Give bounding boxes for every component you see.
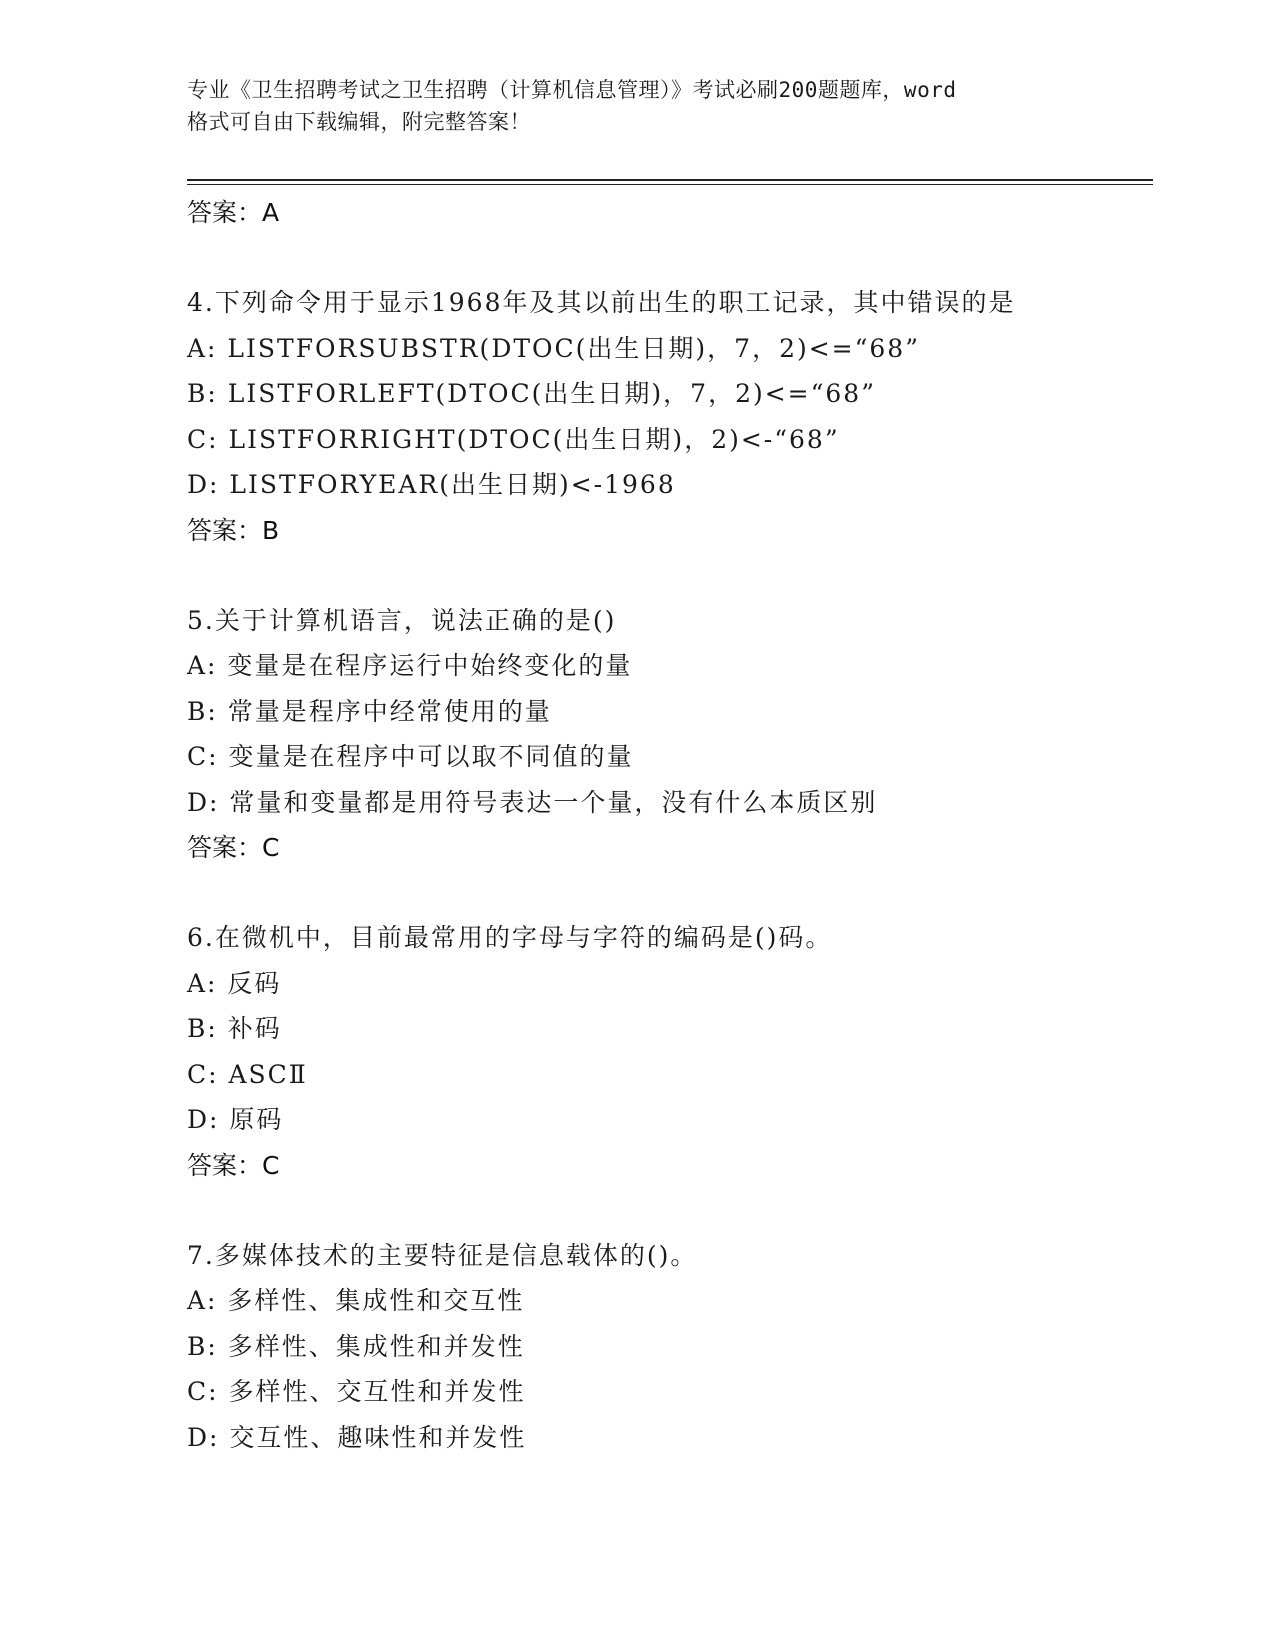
- option-c: C: 多样性、交互性和并发性: [187, 1377, 526, 1406]
- question-list: [187, 190, 1147, 1460]
- document-header: [187, 74, 1107, 138]
- option-c: C: LISTFORRIGHT(DTOC(出生日期)，2)<-“68”: [187, 424, 840, 454]
- option-b: B: 多样性、集成性和并发性: [187, 1331, 525, 1361]
- question-block: [187, 915, 1147, 1189]
- header-title-line-2: 格式可自由下载编辑，附完整答案！: [187, 110, 531, 134]
- answer-line: 答案：C: [187, 1150, 280, 1180]
- answer-line: 答案：B: [187, 515, 280, 545]
- option-a: A: 变量是在程序运行中始终变化的量: [187, 651, 633, 680]
- question-stem: 4.下列命令用于显示1968年及其以前出生的职工记录，其中错误的是: [187, 288, 1016, 317]
- option-c: C: ASCⅡ: [187, 1059, 308, 1089]
- header-divider-thick: [187, 179, 1153, 181]
- option-a: A: 反码: [187, 968, 282, 998]
- option-c: C: 变量是在程序中可以取不同值的量: [187, 742, 634, 771]
- option-d: D: 常量和变量都是用符号表达一个量，没有什么本质区别: [187, 787, 878, 817]
- option-b: B: 常量是程序中经常使用的量: [187, 696, 552, 726]
- option-a: A: 多样性、集成性和交互性: [187, 1286, 525, 1315]
- question-block: [187, 280, 1147, 554]
- header-title-line-1: 专业《卫生招聘考试之卫生招聘（计算机信息管理）》考试必刷200题题库，word: [187, 78, 957, 102]
- option-a: A: LISTFORSUBSTR(DTOC(出生日期)，7，2)<=“68”: [187, 333, 920, 363]
- question-stem: 5.关于计算机语言，说法正确的是(): [187, 605, 617, 635]
- question-stem: 7.多媒体技术的主要特征是信息载体的()。: [187, 1240, 698, 1270]
- answer-line: 答案：C: [187, 833, 280, 862]
- question-stem: 6.在微机中，目前最常用的字母与字符的编码是()码。: [187, 923, 833, 952]
- answer-line: 答案：A: [187, 198, 280, 227]
- option-b: B: 补码: [187, 1014, 282, 1043]
- question-block: [187, 1233, 1147, 1461]
- option-d: D: 原码: [187, 1105, 284, 1134]
- option-d: D: 交互性、趣味性和并发性: [187, 1422, 527, 1452]
- option-d: D: LISTFORYEAR(出生日期)<-1968: [187, 470, 676, 499]
- question-block: [187, 598, 1147, 872]
- header-divider-thin: [187, 184, 1153, 185]
- option-b: B: LISTFORLEFT(DTOC(出生日期)，7，2)<=“68”: [187, 379, 876, 408]
